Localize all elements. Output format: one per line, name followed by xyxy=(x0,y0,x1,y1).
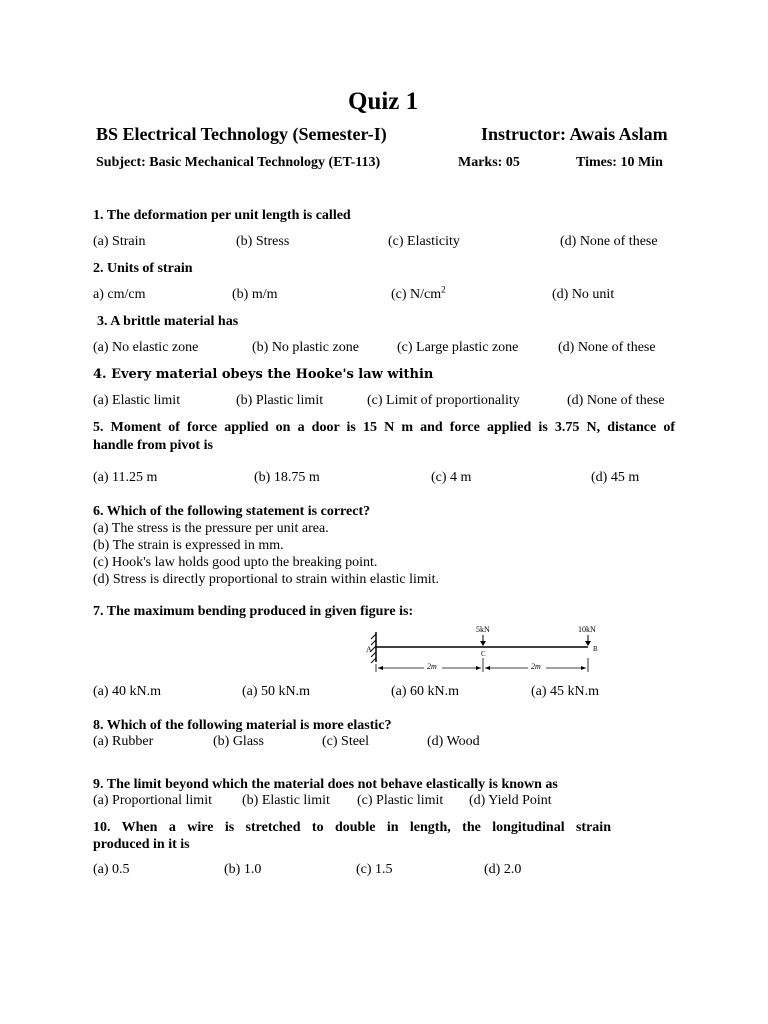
load-b-arrowhead xyxy=(585,641,591,646)
q3-option-b[interactable]: (b) No plastic zone xyxy=(252,340,359,355)
label-c: C xyxy=(481,650,486,658)
instructor-name: Instructor: Awais Aslam xyxy=(481,124,668,144)
program-name: BS Electrical Technology (Semester-I) xyxy=(96,124,387,144)
question-2: 2. Units of strain xyxy=(93,261,193,276)
question-8: 8. Which of the following material is more elastic? xyxy=(93,718,392,733)
question-9: 9. The limit beyond which the material does not behave elastically is known as xyxy=(93,777,558,792)
q9-option-d[interactable]: (d) Yield Point xyxy=(469,793,552,808)
q5-option-c[interactable]: (c) 4 m xyxy=(431,470,472,485)
q4-option-b[interactable]: (b) Plastic limit xyxy=(236,393,324,408)
q10-option-a[interactable]: (a) 0.5 xyxy=(93,862,130,877)
q5-option-b[interactable]: (b) 18.75 m xyxy=(254,470,320,485)
q1-option-c[interactable]: (c) Elasticity xyxy=(388,234,460,249)
q2-option-c[interactable] xyxy=(391,284,446,303)
question-10-line-1: 10. When a wire is stretched to double in length, the longitudinal strain xyxy=(93,820,611,835)
q7-option-b[interactable]: (a) 50 kN.m xyxy=(242,684,311,699)
q10-option-d[interactable]: (d) 2.0 xyxy=(484,862,522,877)
q3-option-a[interactable]: (a) No elastic zone xyxy=(93,340,199,355)
question-1: 1. The deformation per unit length is called xyxy=(93,208,351,223)
span-2-label: 2m xyxy=(531,662,541,671)
question-6: 6. Which of the following statement is correct? xyxy=(93,504,371,519)
q4-option-c[interactable]: (c) Limit of proportionality xyxy=(367,393,520,408)
q6-option-c[interactable]: (c) Hook's law holds good upto the breaking point. xyxy=(93,555,378,570)
q8-option-b[interactable]: (b) Glass xyxy=(213,734,264,749)
load-c-label: 5kN xyxy=(476,625,490,634)
question-5-line-2: handle from pivot is xyxy=(93,438,213,453)
q8-option-a[interactable]: (a) Rubber xyxy=(93,734,154,749)
load-b-label: 10kN xyxy=(578,625,596,634)
q1-option-b[interactable]: (b) Stress xyxy=(236,234,290,249)
question-7: 7. The maximum bending produced in given figure is: xyxy=(93,604,414,619)
q4-option-d[interactable]: (d) None of these xyxy=(567,393,665,408)
q5-option-d[interactable]: (d) 45 m xyxy=(591,470,640,485)
marks-label: Marks: 05 xyxy=(458,155,520,170)
question-4: 4. Every material obeys the Hooke's law within xyxy=(93,367,434,382)
label-b: B xyxy=(593,645,598,653)
q8-option-c[interactable]: (c) Steel xyxy=(322,734,370,749)
q1-option-d[interactable]: (d) None of these xyxy=(560,234,658,249)
q2-option-b[interactable]: (b) m/m xyxy=(232,287,278,302)
q2-option-d[interactable]: (d) No unit xyxy=(552,287,615,302)
q6-option-d[interactable]: (d) Stress is directly proportional to strain within elastic limit. xyxy=(93,572,440,587)
q10-option-b[interactable]: (b) 1.0 xyxy=(224,862,262,877)
q6-option-b[interactable]: (b) The strain is expressed in mm. xyxy=(93,538,284,553)
q1-option-a[interactable]: (a) Strain xyxy=(93,234,146,249)
question-3: 3. A brittle material has xyxy=(97,314,239,329)
q2-superscript: 2 xyxy=(441,284,446,295)
label-a: A xyxy=(366,645,372,654)
span-1-label: 2m xyxy=(427,662,437,671)
subject-line: Subject: Basic Mechanical Technology (ET-113) xyxy=(96,155,381,170)
quiz-title: Quiz 1 xyxy=(348,88,419,115)
question-5-line-1: 5. Moment of force applied on a door is 15 N m and force applied is 3.75 N, distance of xyxy=(93,420,675,435)
q2-option-a[interactable]: a) cm/cm xyxy=(93,287,146,302)
q3-option-c[interactable]: (c) Large plastic zone xyxy=(397,340,519,355)
q6-option-a[interactable]: (a) The stress is the pressure per unit area. xyxy=(93,521,329,536)
cantilever-beam-figure xyxy=(360,618,620,678)
q7-option-a[interactable]: (a) 40 kN.m xyxy=(93,684,162,699)
dimension-lines xyxy=(376,658,588,672)
question-10-line-2: produced in it is xyxy=(93,837,190,852)
q7-option-d[interactable]: (a) 45 kN.m xyxy=(531,684,600,699)
time-label: Times: 10 Min xyxy=(576,155,663,170)
q9-option-c[interactable]: (c) Plastic limit xyxy=(357,793,444,808)
q3-option-d[interactable]: (d) None of these xyxy=(558,340,656,355)
q10-option-c[interactable]: (c) 1.5 xyxy=(356,862,393,877)
q2-option-c-text: (c) N/cm xyxy=(391,287,442,302)
q5-option-a[interactable]: (a) 11.25 m xyxy=(93,470,158,485)
load-c-arrowhead xyxy=(480,641,486,646)
q8-option-d[interactable]: (d) Wood xyxy=(427,734,480,749)
q7-option-c[interactable]: (a) 60 kN.m xyxy=(391,684,460,699)
q9-option-a[interactable]: (a) Proportional limit xyxy=(93,793,212,808)
q4-option-a[interactable]: (a) Elastic limit xyxy=(93,393,181,408)
q9-option-b[interactable]: (b) Elastic limit xyxy=(242,793,330,808)
